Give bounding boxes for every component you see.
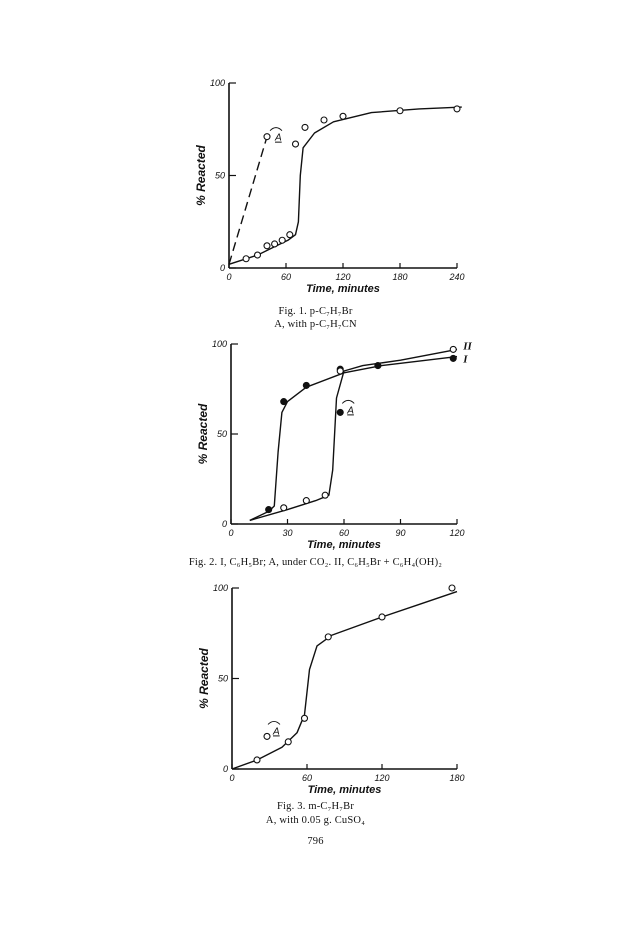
x-tick-label: 120 [449, 528, 465, 538]
y-tick-label: 0 [222, 764, 228, 774]
data-point-open [379, 614, 385, 620]
x-tick-label: 60 [301, 773, 313, 783]
x-tick-label: 180 [392, 272, 408, 282]
data-point-open [450, 346, 456, 352]
y-axis-label: % Reacted [196, 403, 210, 465]
data-point-open [322, 492, 328, 498]
x-tick-label: 120 [374, 773, 390, 783]
data-point-open [293, 141, 299, 147]
data-point-open [279, 237, 285, 243]
data-point-filled [303, 382, 309, 388]
series-label-i: I [463, 353, 468, 366]
data-point-open [303, 498, 309, 504]
y-tick-label: 0 [219, 263, 225, 273]
fig3-caption-line2: A, with 0.05 g. CuSO₄ [265, 815, 366, 826]
x-tick-label: 30 [282, 528, 293, 538]
data-point-open [337, 368, 343, 374]
fig1-caption-line2: A, with p-C₇H₇CN [274, 319, 357, 330]
data-point-open [254, 757, 260, 763]
chart-3 [197, 583, 465, 796]
y-tick-label: 50 [214, 170, 225, 181]
data-point-open [285, 739, 291, 745]
data-point-open [287, 232, 293, 238]
x-axis-label: Time, minutes [307, 784, 382, 796]
y-tick-label: 0 [221, 519, 227, 529]
data-point-open [281, 505, 287, 511]
series-line [232, 592, 457, 769]
data-point-filled [450, 355, 456, 361]
x-tick-label: 0 [226, 272, 232, 282]
data-point-open [397, 108, 403, 114]
data-point-open [272, 241, 278, 247]
data-point-filled [281, 399, 287, 405]
data-point-filled [337, 409, 343, 415]
series-line [250, 357, 457, 521]
data-point-open [325, 634, 331, 640]
y-tick-label: 100 [209, 78, 225, 88]
label-arc [268, 721, 280, 724]
fig1-caption-line1: Fig. 1. p-C₇H₇Br [278, 306, 353, 317]
x-tick-label: 120 [335, 272, 351, 282]
y-tick-label: 50 [217, 673, 228, 684]
series-line [229, 107, 462, 264]
y-tick-label: 100 [212, 583, 228, 593]
data-point-filled [266, 507, 272, 513]
fig2-caption: Fig. 2. I, C₆H₅Br; A, under CO₂. II, C₆H₅Br + C₆H₄(OH)₂ [188, 557, 443, 568]
label-arc [342, 400, 354, 403]
x-axis-label: Time, minutes [307, 539, 381, 551]
data-point-open [264, 134, 270, 140]
y-axis-label: % Reacted [194, 145, 208, 206]
chart-1 [194, 78, 465, 295]
point-label-a: A [275, 132, 282, 144]
point-label-a: A [347, 405, 354, 417]
data-point-open [340, 113, 346, 119]
data-point-open [255, 252, 261, 258]
y-axis-label: % Reacted [197, 648, 211, 709]
data-point-open [243, 256, 249, 262]
label-arc [270, 128, 282, 131]
series-line [250, 349, 457, 520]
y-tick-label: 50 [216, 429, 227, 439]
x-tick-label: 0 [228, 528, 234, 538]
chart-2 [196, 339, 473, 551]
data-point-open [264, 733, 270, 739]
x-tick-label: 60 [338, 528, 350, 538]
y-tick-label: 100 [211, 339, 227, 349]
series-label-ii: II [463, 340, 472, 353]
data-point-open [302, 124, 308, 130]
data-point-open [302, 715, 308, 721]
fig3-caption-line1: Fig. 3. m-C₇H₇Br [276, 801, 355, 812]
x-tick-label: 180 [449, 773, 465, 783]
data-point-open [321, 117, 327, 123]
x-axis-label: Time, minutes [306, 283, 380, 295]
series-line [229, 137, 267, 265]
page-number: 796 [307, 836, 324, 847]
point-label-a: A [273, 726, 280, 738]
x-tick-label: 0 [229, 773, 235, 783]
data-point-open [264, 243, 270, 249]
x-tick-label: 90 [395, 528, 406, 538]
x-tick-label: 240 [449, 272, 465, 282]
data-point-open [449, 585, 455, 591]
x-tick-label: 60 [280, 272, 292, 282]
data-point-open [454, 106, 460, 112]
